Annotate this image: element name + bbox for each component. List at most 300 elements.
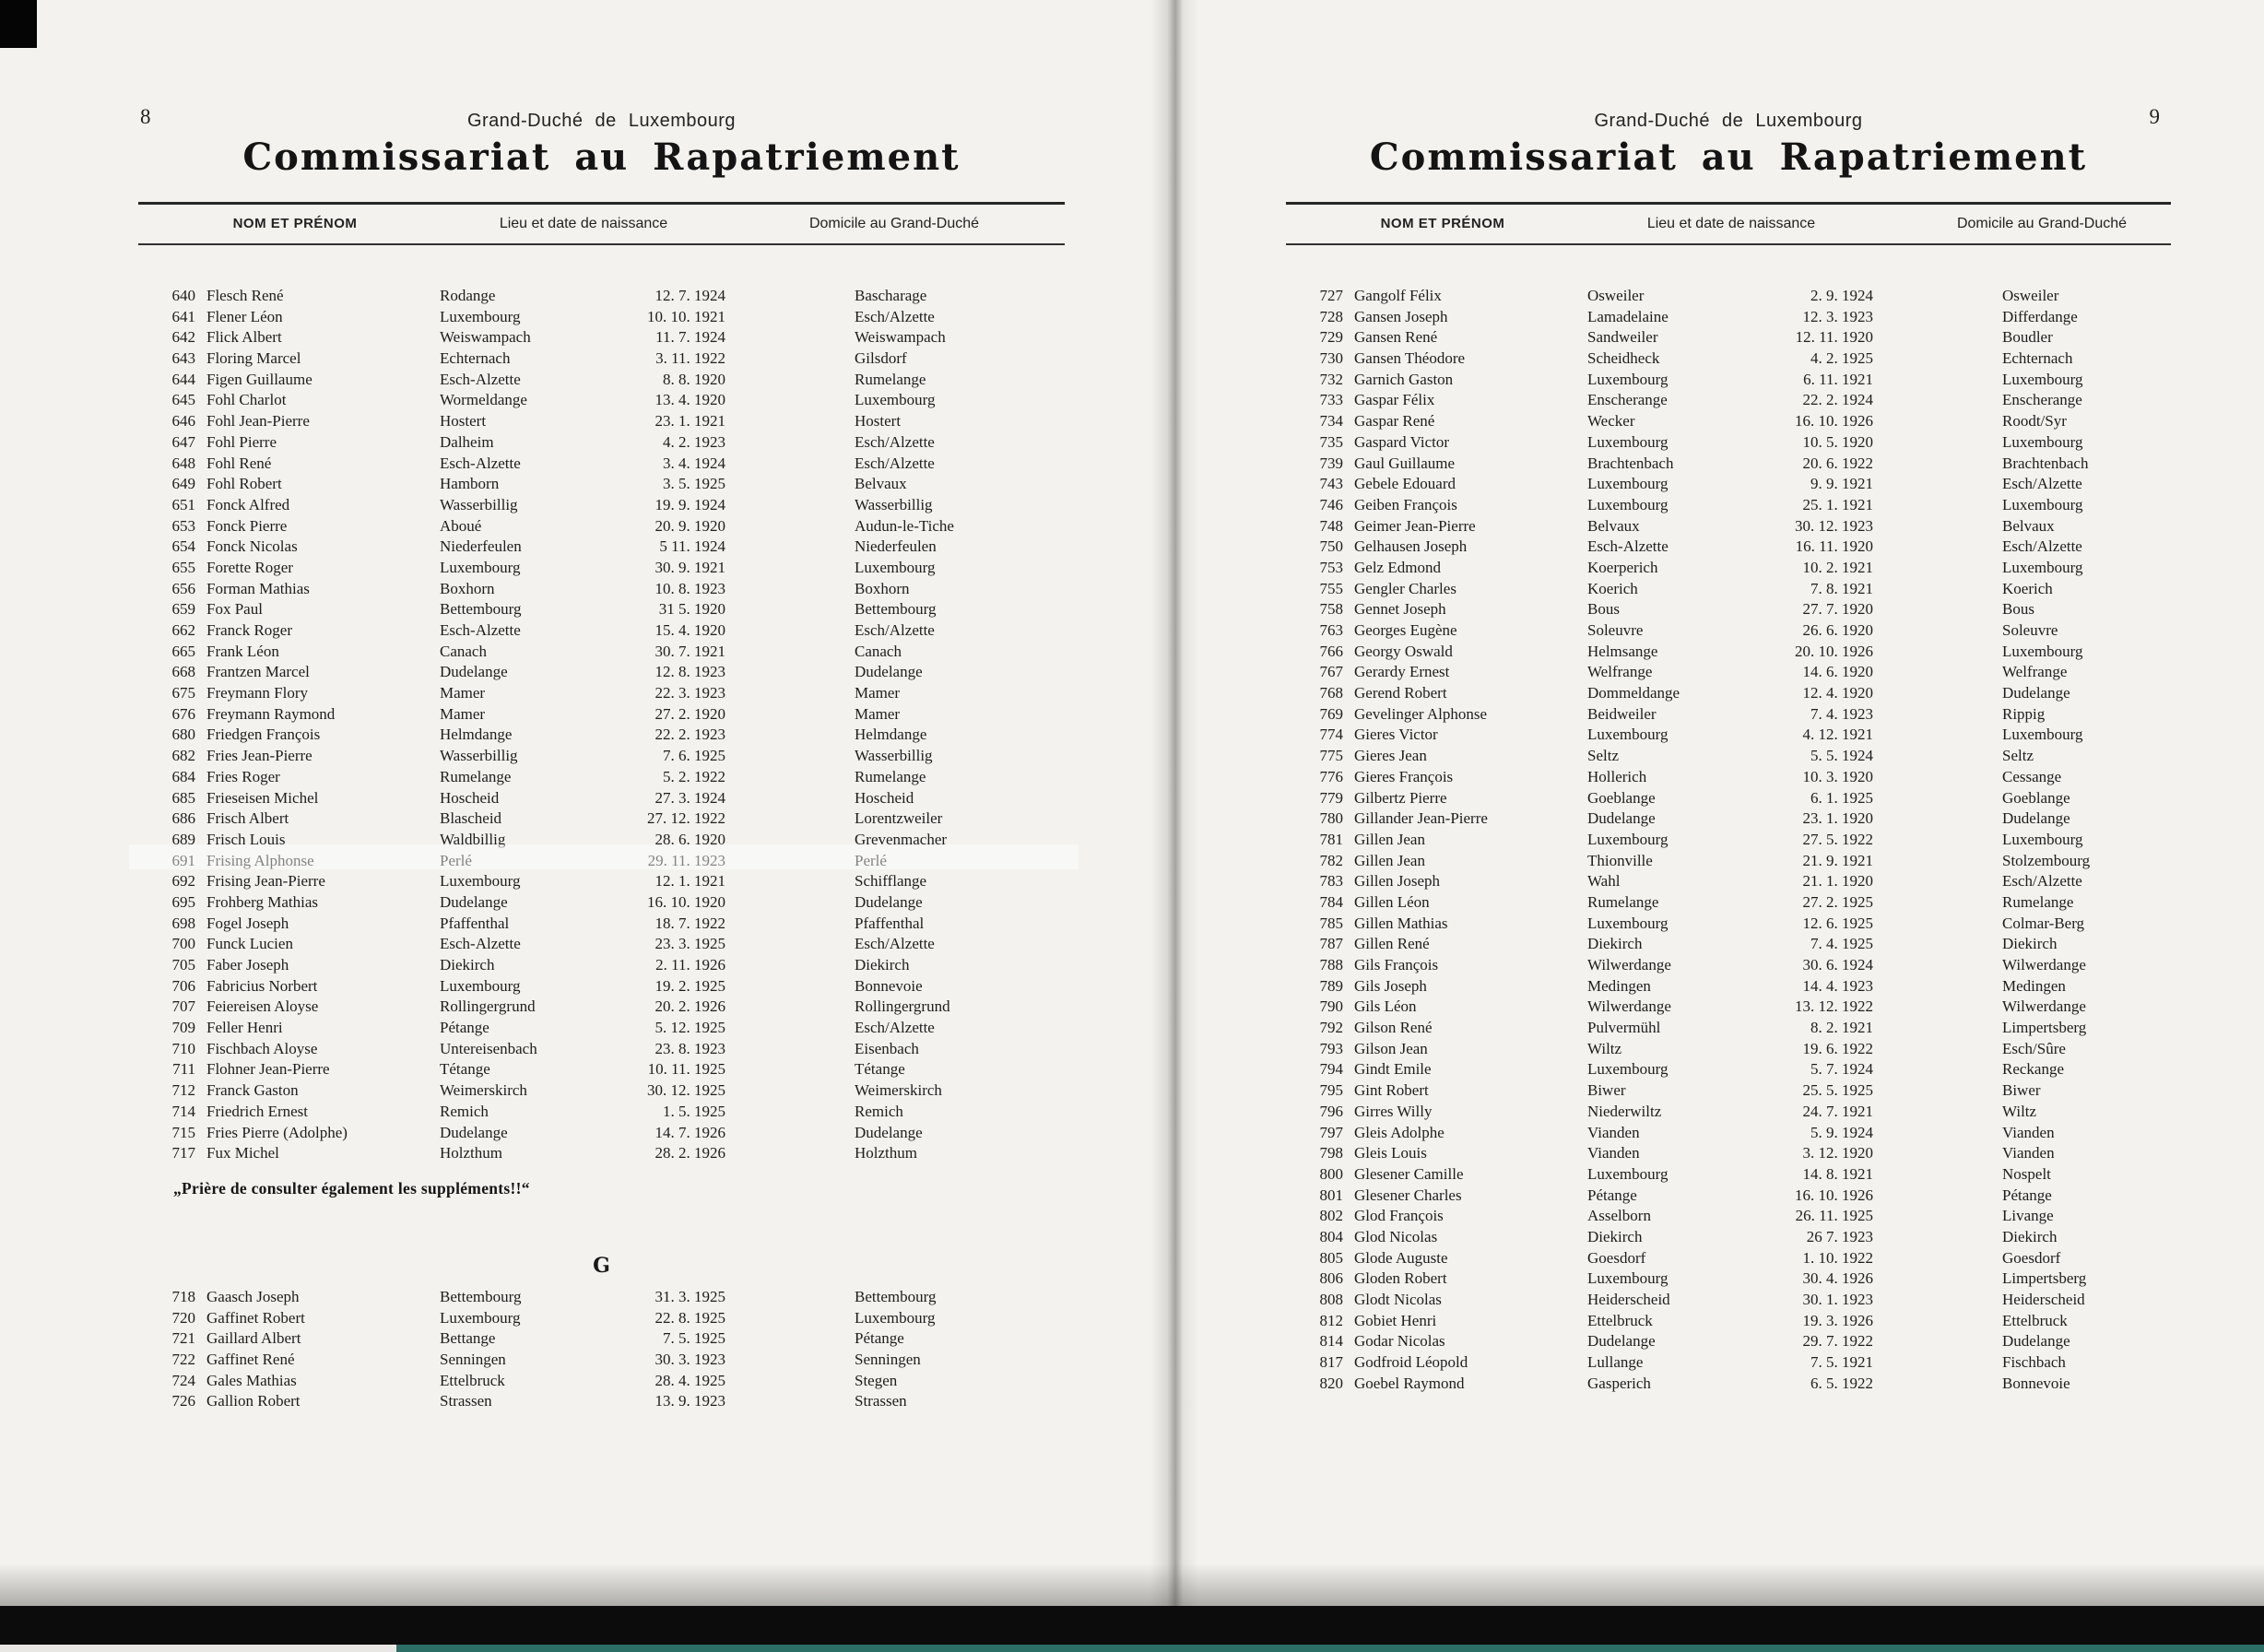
table-row <box>1286 1059 2171 1080</box>
row-domicile: Mamer <box>855 684 901 702</box>
row-name: Gillen Jean <box>1354 830 1425 848</box>
table-row <box>1286 683 2171 704</box>
page-title: Commissariat au Rapatriement <box>1369 136 2088 179</box>
row-number: 774 <box>1319 726 1343 744</box>
row-birthdate: 10. 10. 1921 <box>647 307 725 325</box>
table-row <box>1286 348 2171 370</box>
row-birthplace: Wecker <box>1587 412 1635 431</box>
row-birthdate: 14. 6. 1920 <box>1802 663 1873 681</box>
page-title: Commissariat au Rapatriement <box>242 136 961 179</box>
row-number: 651 <box>171 495 195 513</box>
row-name: Godar Nicolas <box>1354 1332 1445 1351</box>
row-birthplace: Senningen <box>440 1350 506 1368</box>
row-name: Gillen Mathias <box>1354 914 1448 932</box>
table-row <box>1286 662 2171 683</box>
table-row <box>1286 1186 2171 1207</box>
row-number: 718 <box>171 1287 195 1305</box>
row-domicile: Weiswampach <box>855 328 946 347</box>
row-birthplace: Boxhorn <box>440 579 495 597</box>
row-birthplace: Enscherange <box>1587 391 1668 409</box>
row-name: Friedrich Ernest <box>206 1102 308 1120</box>
row-birthdate: 30. 1. 1923 <box>1802 1291 1873 1308</box>
row-birthplace: Koerperich <box>1587 558 1658 576</box>
row-domicile: Hoscheid <box>855 788 914 807</box>
row-domicile: Esch/Alzette <box>2002 475 2082 493</box>
row-number: 789 <box>1319 976 1343 995</box>
row-number: 712 <box>171 1081 195 1100</box>
row-birthplace: Luxembourg <box>440 872 521 891</box>
row-number: 820 <box>1319 1374 1343 1392</box>
table-row <box>1286 599 2171 620</box>
row-domicile: Strassen <box>855 1392 907 1410</box>
row-name: Georges Eugène <box>1354 621 1457 639</box>
row-birthdate: 3. 5. 1925 <box>663 475 725 493</box>
row-name: Fohl Robert <box>206 475 282 493</box>
row-number: 727 <box>1319 287 1343 304</box>
table-row <box>138 432 1065 454</box>
region-header: Grand-Duché de Luxembourg <box>466 111 737 131</box>
table-row <box>1286 474 2171 495</box>
row-birthplace: Pétange <box>440 1019 489 1037</box>
table-row <box>1286 808 2171 830</box>
row-birthdate: 16. 10. 1926 <box>1795 412 1873 431</box>
row-name: Flohner Jean-Pierre <box>206 1060 330 1079</box>
table-row <box>1286 1290 2171 1311</box>
row-name: Gennet Joseph <box>1354 600 1446 619</box>
row-birthdate: 26 7. 1923 <box>1806 1227 1873 1245</box>
row-number: 675 <box>171 684 195 702</box>
row-domicile: Limpertsberg <box>2002 1019 2087 1037</box>
table-row <box>1286 286 2171 307</box>
table-row <box>138 327 1065 348</box>
table-row <box>1286 390 2171 411</box>
row-name: Frohberg Mathias <box>206 892 319 911</box>
row-number: 709 <box>171 1019 195 1037</box>
table-row <box>1286 976 2171 997</box>
row-domicile: Bonnevoie <box>2002 1374 2070 1392</box>
row-domicile: Stolzembourg <box>2002 851 2091 869</box>
row-birthdate: 12. 7. 1924 <box>654 287 725 304</box>
row-domicile: Perlé <box>855 851 887 869</box>
row-number: 645 <box>171 391 195 409</box>
row-birthplace: Wiltz <box>1587 1039 1622 1057</box>
row-birthdate: 4. 12. 1921 <box>1802 726 1873 744</box>
row-birthplace: Blascheid <box>440 809 502 828</box>
row-birthdate: 7. 5. 1921 <box>1810 1353 1873 1372</box>
row-number: 682 <box>171 747 195 765</box>
row-number: 691 <box>171 851 195 869</box>
row-birthdate: 7. 4. 1925 <box>1810 935 1873 953</box>
row-name: Franck Roger <box>206 621 293 639</box>
row-birthplace: Rumelange <box>1587 892 1659 911</box>
table-row <box>138 579 1065 600</box>
row-number: 724 <box>171 1371 195 1389</box>
table-row <box>138 390 1065 411</box>
scan-bottom-shadow <box>0 1564 2264 1606</box>
page-right <box>1286 100 2171 1394</box>
row-birthdate: 16. 10. 1920 <box>647 892 725 911</box>
supplements-note: „Prière de consulter également les suppléments!!“ <box>173 1178 530 1198</box>
row-birthdate: 12. 8. 1923 <box>654 663 725 681</box>
table-row <box>1286 558 2171 579</box>
table-row <box>138 1143 1065 1164</box>
row-birthdate: 12. 4. 1920 <box>1802 684 1873 702</box>
row-name: Gillen Joseph <box>1354 872 1441 891</box>
table-row <box>1286 1331 2171 1352</box>
row-domicile: Luxembourg <box>2002 642 2083 660</box>
row-number: 763 <box>1319 621 1343 639</box>
row-birthdate: 31 5. 1920 <box>658 600 725 619</box>
row-name: Fries Roger <box>206 767 280 785</box>
row-birthplace: Luxembourg <box>1587 475 1669 493</box>
row-birthdate: 2. 9. 1924 <box>1810 287 1873 304</box>
row-domicile: Remich <box>855 1102 903 1120</box>
row-number: 692 <box>171 872 195 891</box>
row-number: 805 <box>1319 1248 1343 1267</box>
row-birthplace: Welfrange <box>1587 663 1653 681</box>
row-birthdate: 5. 5. 1924 <box>1810 747 1873 765</box>
row-domicile: Esch/Alzette <box>855 935 935 953</box>
row-birthplace: Strassen <box>440 1392 492 1410</box>
row-birthdate: 27. 7. 1920 <box>1802 600 1873 619</box>
row-name: Gieres Jean <box>1354 747 1427 765</box>
row-number: 668 <box>171 663 195 681</box>
row-number: 732 <box>1319 370 1343 388</box>
row-birthplace: Hamborn <box>440 475 500 493</box>
row-number: 735 <box>1319 432 1343 451</box>
row-birthdate: 22. 2. 1924 <box>1802 391 1873 409</box>
row-name: Godfroid Léopold <box>1354 1353 1468 1372</box>
row-name: Frank Léon <box>206 642 279 660</box>
row-domicile: Heiderscheid <box>2002 1291 2085 1308</box>
row-birthdate: 27. 5. 1922 <box>1802 830 1873 848</box>
table-row <box>1286 1164 2171 1186</box>
row-name: Gevelinger Alphonse <box>1354 704 1487 723</box>
table-row <box>1286 620 2171 642</box>
table-header <box>138 202 1065 245</box>
page-left <box>138 100 1065 1412</box>
row-number: 707 <box>171 997 195 1016</box>
row-domicile: Goeblange <box>2002 788 2070 807</box>
row-number: 758 <box>1319 600 1343 619</box>
table-row <box>138 1391 1065 1412</box>
book-fold-shadow <box>1150 0 1198 1606</box>
row-birthplace: Tétange <box>440 1060 490 1079</box>
table-row <box>138 934 1065 955</box>
row-birthplace: Osweiler <box>1587 287 1645 304</box>
row-name: Feiereisen Aloyse <box>206 997 319 1016</box>
row-name: Frisch Louis <box>206 830 286 848</box>
row-birthplace: Gasperich <box>1587 1374 1651 1392</box>
row-name: Feller Henri <box>206 1019 283 1037</box>
row-birthdate: 20. 9. 1920 <box>654 516 725 535</box>
row-birthplace: Luxembourg <box>1587 1164 1669 1183</box>
table-row <box>138 307 1065 328</box>
row-number: 755 <box>1319 579 1343 597</box>
row-birthdate: 30. 9. 1921 <box>654 558 725 576</box>
table-row <box>1286 955 2171 976</box>
row-birthdate: 7. 8. 1921 <box>1810 579 1873 597</box>
row-domicile: Schifflange <box>855 872 927 891</box>
row-birthplace: Hoscheid <box>440 788 500 807</box>
row-birthdate: 20. 6. 1922 <box>1802 454 1873 472</box>
row-domicile: Luxembourg <box>2002 558 2083 576</box>
row-birthdate: 22. 8. 1925 <box>654 1308 725 1327</box>
row-birthdate: 5. 12. 1925 <box>654 1019 725 1037</box>
table-row <box>1286 1080 2171 1102</box>
row-birthplace: Dudelange <box>440 892 508 911</box>
table-row <box>138 516 1065 537</box>
row-birthplace: Wahl <box>1587 872 1621 891</box>
section-letter-g: G <box>593 1253 610 1278</box>
row-birthdate: 4. 2. 1925 <box>1810 349 1873 368</box>
row-birthplace: Bous <box>1587 600 1620 619</box>
row-number: 642 <box>171 328 195 347</box>
row-domicile: Diekirch <box>2002 1227 2058 1245</box>
row-birthdate: 5. 9. 1924 <box>1810 1123 1873 1141</box>
row-name: Gils François <box>1354 956 1439 974</box>
row-domicile: Goesdorf <box>2002 1248 2061 1267</box>
row-birthplace: Diekirch <box>440 956 495 974</box>
row-name: Gerardy Ernest <box>1354 663 1450 681</box>
row-domicile: Eisenbach <box>855 1039 919 1057</box>
row-birthplace: Medingen <box>1587 976 1651 995</box>
row-domicile: Helmdange <box>855 726 927 744</box>
row-birthdate: 23. 1. 1921 <box>654 412 725 431</box>
row-domicile: Koerich <box>2002 579 2053 597</box>
row-birthdate: 28. 6. 1920 <box>654 830 725 848</box>
row-domicile: Niederfeulen <box>855 537 937 556</box>
row-number: 784 <box>1319 892 1343 911</box>
row-birthdate: 29. 11. 1923 <box>647 851 725 869</box>
row-birthdate: 23. 1. 1920 <box>1802 809 1873 828</box>
table-row <box>1286 788 2171 809</box>
row-birthdate: 6. 1. 1925 <box>1810 788 1873 807</box>
table-row <box>138 1371 1065 1392</box>
row-name: Gilbertz Pierre <box>1354 788 1447 807</box>
row-birthdate: 5. 2. 1922 <box>663 767 725 785</box>
row-domicile: Bous <box>2002 600 2034 619</box>
row-domicile: Dudelange <box>855 892 923 911</box>
column-header-birth: Lieu et date de naissance <box>1646 216 1816 231</box>
row-name: Fonck Alfred <box>206 495 290 513</box>
row-birthdate: 9. 9. 1921 <box>1810 475 1873 493</box>
row-birthplace: Luxembourg <box>1587 1060 1669 1079</box>
table-row <box>138 370 1065 391</box>
row-birthplace: Diekirch <box>1587 935 1643 953</box>
table-row <box>138 1123 1065 1144</box>
row-name: Gillen Léon <box>1354 892 1430 911</box>
row-birthplace: Esch-Alzette <box>440 370 521 388</box>
table-row <box>1286 537 2171 558</box>
row-birthplace: Beidweiler <box>1587 704 1657 723</box>
table-row <box>138 599 1065 620</box>
row-domicile: Luxembourg <box>2002 432 2083 451</box>
table-row <box>1286 307 2171 328</box>
row-domicile: Osweiler <box>2002 287 2059 304</box>
row-domicile: Senningen <box>855 1350 921 1368</box>
row-name: Gleis Adolphe <box>1354 1123 1444 1141</box>
row-domicile: Limpertsberg <box>2002 1269 2087 1288</box>
row-number: 728 <box>1319 307 1343 325</box>
row-birthdate: 23. 8. 1923 <box>654 1039 725 1057</box>
column-header-name: NOM ET PRÉNOM <box>232 216 358 231</box>
row-number: 808 <box>1319 1291 1343 1308</box>
row-birthdate: 1. 10. 1922 <box>1802 1248 1873 1267</box>
row-number: 720 <box>171 1308 195 1327</box>
row-domicile: Canach <box>855 642 902 660</box>
row-number: 721 <box>171 1329 195 1348</box>
row-birthplace: Echternach <box>440 349 511 368</box>
row-domicile: Bonnevoie <box>855 976 923 995</box>
table-row <box>138 1080 1065 1102</box>
row-birthdate: 27. 3. 1924 <box>654 788 725 807</box>
row-number: 776 <box>1319 767 1343 785</box>
table-row <box>1286 704 2171 726</box>
table-row <box>1286 327 2171 348</box>
table-row <box>1286 432 2171 454</box>
row-domicile: Wasserbillig <box>855 495 933 513</box>
table-header <box>1286 202 2171 245</box>
table-row <box>138 871 1065 892</box>
row-domicile: Tétange <box>855 1060 905 1079</box>
table-row <box>1286 746 2171 767</box>
row-name: Gaffinet René <box>206 1350 295 1368</box>
row-name: Fonck Pierre <box>206 516 288 535</box>
row-birthplace: Pulvermühl <box>1587 1019 1661 1037</box>
row-name: Georgy Oswald <box>1354 642 1453 660</box>
row-birthplace: Seltz <box>1587 747 1619 765</box>
row-number: 733 <box>1319 391 1343 409</box>
table-row <box>1286 370 2171 391</box>
scan-bottom-teal-strip <box>396 1645 2264 1652</box>
row-birthplace: Esch-Alzette <box>440 454 521 472</box>
row-birthdate: 29. 7. 1922 <box>1802 1332 1873 1351</box>
row-name: Freymann Flory <box>206 684 309 702</box>
table-row <box>1286 495 2171 516</box>
row-birthplace: Helmsange <box>1587 642 1658 660</box>
row-number: 676 <box>171 704 195 723</box>
row-birthdate: 16. 11. 1920 <box>1795 537 1873 556</box>
row-domicile: Esch/Sûre <box>2002 1039 2066 1057</box>
row-birthplace: Rollingergrund <box>440 997 536 1016</box>
row-name: Gaspar René <box>1354 412 1435 431</box>
row-name: Faber Joseph <box>206 956 289 974</box>
row-domicile: Brachtenbach <box>2002 454 2089 472</box>
row-number: 698 <box>171 914 195 932</box>
table-row <box>138 537 1065 558</box>
row-number: 798 <box>1319 1144 1343 1162</box>
row-name: Glodt Nicolas <box>1354 1291 1442 1308</box>
row-domicile: Biwer <box>2002 1081 2041 1100</box>
row-birthdate: 8. 8. 1920 <box>663 370 725 388</box>
row-birthdate: 18. 7. 1922 <box>654 914 725 932</box>
row-number: 644 <box>171 370 195 388</box>
row-name: Goebel Raymond <box>1354 1374 1465 1392</box>
row-domicile: Roodt/Syr <box>2002 412 2067 431</box>
row-birthdate: 21. 9. 1921 <box>1802 851 1873 869</box>
row-number: 769 <box>1319 704 1343 723</box>
row-domicile: Medingen <box>2002 976 2066 995</box>
row-number: 782 <box>1319 851 1343 869</box>
row-birthplace: Luxembourg <box>1587 370 1669 388</box>
row-domicile: Hostert <box>855 412 902 431</box>
row-birthdate: 10. 11. 1925 <box>647 1060 725 1079</box>
row-name: Fohl Charlot <box>206 391 287 409</box>
row-birthplace: Dalheim <box>440 432 494 451</box>
table-row <box>1286 1374 2171 1395</box>
row-birthplace: Esch-Alzette <box>1587 537 1669 556</box>
table-row <box>138 1039 1065 1060</box>
row-birthplace: Hollerich <box>1587 767 1647 785</box>
row-birthplace: Dudelange <box>440 663 508 681</box>
row-birthdate: 4. 2. 1923 <box>663 432 725 451</box>
row-number: 779 <box>1319 788 1343 807</box>
row-birthplace: Mamer <box>440 684 486 702</box>
row-name: Flesch René <box>206 287 284 304</box>
row-domicile: Rumelange <box>855 767 926 785</box>
table-body-left-section-g <box>138 1287 1065 1412</box>
row-birthplace: Perlé <box>440 851 472 869</box>
row-birthplace: Lamadelaine <box>1587 307 1669 325</box>
row-domicile: Rippig <box>2002 704 2046 723</box>
row-birthplace: Soleuvre <box>1587 621 1644 639</box>
row-number: 729 <box>1319 328 1343 347</box>
row-name: Fohl Pierre <box>206 432 277 451</box>
row-number: 796 <box>1319 1102 1343 1120</box>
row-birthdate: 1. 5. 1925 <box>663 1102 725 1120</box>
row-birthplace: Ettelbruck <box>1587 1311 1653 1329</box>
row-domicile: Wilwerdange <box>2002 997 2086 1016</box>
row-birthdate: 10. 2. 1921 <box>1802 558 1873 576</box>
row-birthplace: Asselborn <box>1587 1207 1651 1225</box>
row-name: Gansen Théodore <box>1354 349 1466 368</box>
row-domicile: Luxembourg <box>2002 830 2083 848</box>
row-domicile: Stegen <box>855 1371 898 1389</box>
row-number: 656 <box>171 579 195 597</box>
row-number: 717 <box>171 1144 195 1162</box>
row-birthplace: Dommeldange <box>1587 684 1680 702</box>
row-domicile: Luxembourg <box>2002 370 2083 388</box>
row-name: Franck Gaston <box>206 1081 299 1100</box>
row-number: 715 <box>171 1123 195 1141</box>
row-number: 788 <box>1319 956 1343 974</box>
row-number: 734 <box>1319 412 1343 431</box>
row-number: 726 <box>171 1392 195 1410</box>
row-name: Fries Pierre (Adolphe) <box>206 1123 348 1141</box>
row-birthplace: Bettange <box>440 1329 496 1348</box>
row-birthdate: 14. 7. 1926 <box>654 1123 725 1141</box>
row-number: 817 <box>1319 1353 1343 1372</box>
table-row <box>1286 1352 2171 1374</box>
row-number: 785 <box>1319 914 1343 932</box>
row-name: Gaillard Albert <box>206 1329 301 1348</box>
row-number: 686 <box>171 809 195 828</box>
table-row <box>138 704 1065 726</box>
row-name: Gales Mathias <box>206 1371 297 1389</box>
row-name: Gillander Jean-Pierre <box>1354 809 1488 828</box>
row-name: Gaul Guillaume <box>1354 454 1456 472</box>
row-birthplace: Wasserbillig <box>440 747 518 765</box>
row-birthdate: 14. 4. 1923 <box>1802 976 1873 995</box>
row-domicile: Lorentzweiler <box>855 809 943 828</box>
table-row <box>138 1350 1065 1371</box>
table-row <box>1286 1102 2171 1123</box>
row-domicile: Rollingergrund <box>855 997 950 1016</box>
row-name: Forette Roger <box>206 558 293 576</box>
table-row <box>138 892 1065 914</box>
row-number: 766 <box>1319 642 1343 660</box>
